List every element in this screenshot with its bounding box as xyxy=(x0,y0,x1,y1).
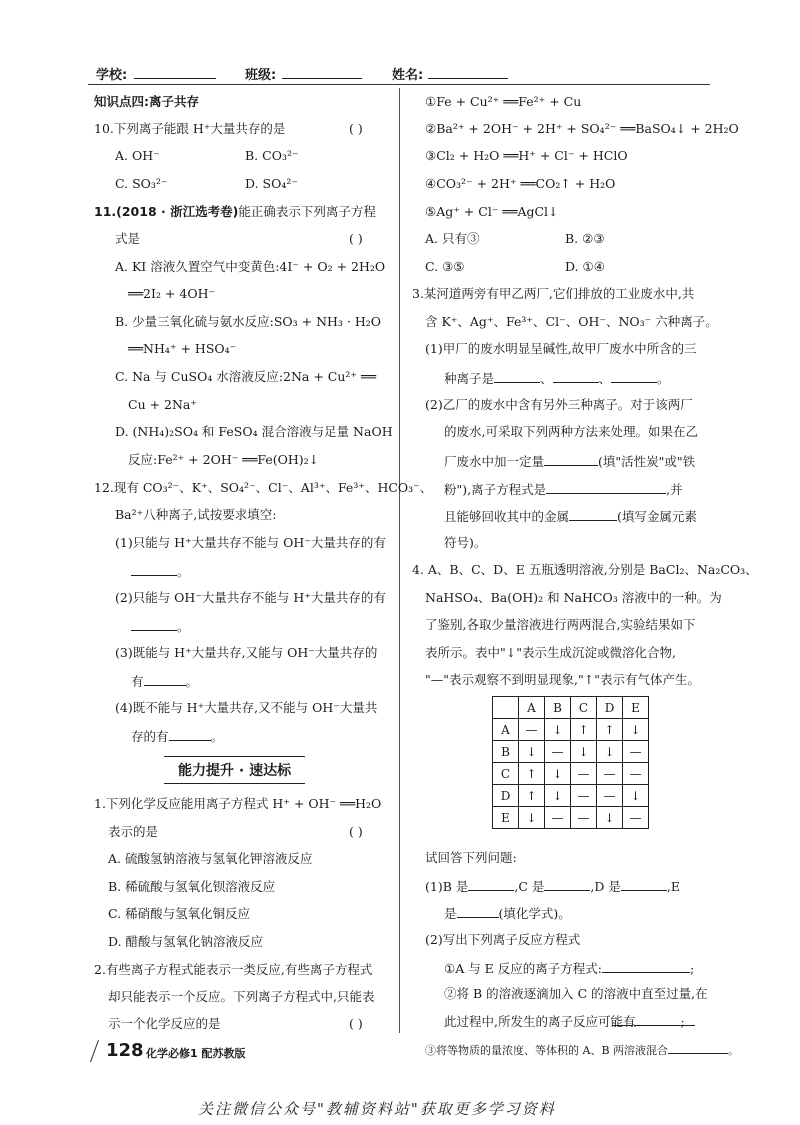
q11-option-a: A. KI 溶液久置空气中变黄色:4I⁻ + O₂ + 2H₂O xyxy=(115,259,386,274)
table-cell: — xyxy=(623,763,649,785)
n4-part2-q2: ②将 B 的溶液逐滴加入 C 的溶液中直至过量,在 xyxy=(444,986,708,1001)
q11-option-b: B. 少量三氧化硫与氨水反应:SO₃ + NH₃ · H₂O xyxy=(115,314,382,329)
n4-bc-blank-2[interactable] xyxy=(612,1012,632,1026)
n3-part2-line5 xyxy=(444,507,697,525)
n4-part2-q3 xyxy=(425,1040,739,1059)
n4-part2-q1 xyxy=(444,959,694,977)
q12-part3-end: 。 xyxy=(185,674,199,689)
n3-part2: (2)乙厂的废水中含有另外三种离子。对于该两厂 xyxy=(425,397,693,412)
n3-part2-line3 xyxy=(444,452,695,470)
table-cell: — xyxy=(571,807,597,829)
section-title: 知识点四:离子共存 xyxy=(94,94,199,109)
q12-stem: 12.现有 CO₃²⁻、K⁺、SO₄²⁻、Cl⁻、Al³⁺、Fe³⁺、HCO₃⁻、 xyxy=(94,480,433,495)
promo-note: 关注微信公众号"教辅资料站"获取更多学习资料 xyxy=(198,1100,556,1118)
n3-ion-blank-2[interactable] xyxy=(553,369,599,383)
n1-option-c: C. 稀硝酸与氢氧化铜反应 xyxy=(108,906,251,921)
table-header-cell xyxy=(493,697,519,719)
table-row-label: B xyxy=(493,741,519,763)
q11-source: 11.(2018 · 浙江选考卷) xyxy=(94,204,239,219)
table-row-label: D xyxy=(493,785,519,807)
table-cell: — xyxy=(519,719,545,741)
n2-option-c: C. ③⑤ xyxy=(425,259,465,274)
table-cell: ↓ xyxy=(623,785,649,807)
n3-stem: 3.某河道两旁有甲乙两厂,它们排放的工业废水中,共 xyxy=(412,286,695,301)
n4-c-label: ,C 是 xyxy=(514,879,545,894)
q12-part4-answer xyxy=(131,727,223,745)
n4-e-blank[interactable] xyxy=(457,904,499,918)
table-cell: ↑ xyxy=(571,719,597,741)
q12-part2-end: 。 xyxy=(177,619,190,634)
table-header-cell: A xyxy=(519,697,545,719)
n4-d-blank[interactable] xyxy=(621,877,667,891)
n2-equation-3: ③Cl₂ + H₂O ══H⁺ + Cl⁻ + HClO xyxy=(425,148,628,163)
n4-part2: (2)写出下列离子反应方程式 xyxy=(425,932,581,947)
table-header-row xyxy=(493,697,649,719)
n4-ae-prefix: ①A 与 E 反应的离子方程式: xyxy=(444,961,602,976)
n4-b-label: (1)B 是 xyxy=(425,879,469,894)
table-cell: ↓ xyxy=(545,763,571,785)
n4-stem-line2: NaHSO₄、Ba(OH)₂ 和 NaHCO₃ 溶液中的一种。为 xyxy=(425,590,722,605)
n4-ae-end: ; xyxy=(690,961,695,976)
n4-ab-end: 。 xyxy=(728,1044,740,1057)
table-cell: — xyxy=(545,807,571,829)
table-cell: — xyxy=(545,741,571,763)
table-row xyxy=(493,719,649,741)
table-header-cell: E xyxy=(623,697,649,719)
table-cell: ↓ xyxy=(597,807,623,829)
table-row xyxy=(493,785,649,807)
name-label: 姓名: xyxy=(392,68,424,83)
n3-part2-line6: 符号)。 xyxy=(444,535,487,550)
q11-stem xyxy=(94,204,376,220)
n4-e-label: ,E xyxy=(666,879,680,894)
class-field[interactable] xyxy=(282,62,362,79)
class-label: 班级: xyxy=(245,68,277,83)
n4-d-label: ,D 是 xyxy=(590,879,621,894)
q12-part3-blank[interactable] xyxy=(144,672,186,686)
q12-part2: (2)只能与 OH⁻大量共存不能与 H⁺大量共存的有 xyxy=(115,590,386,605)
n4-e-prefix: 是 xyxy=(444,906,457,921)
n4-stem-line4: 表所示。表中"↓"表示生成沉淀或微溶化合物, xyxy=(425,645,676,660)
table-cell: ↓ xyxy=(519,807,545,829)
q12-part1: (1)只能与 H⁺大量共存不能与 OH⁻大量共存的有 xyxy=(115,535,386,550)
n3-ion-blank-1[interactable] xyxy=(494,369,540,383)
n4-bc-sep: 、 xyxy=(632,1014,645,1029)
table-cell: ↓ xyxy=(623,719,649,741)
n2-equation-2: ②Ba²⁺ + 2OH⁻ + 2H⁺ + SO₄²⁻ ══BaSO₄↓ + 2H₂O xyxy=(425,121,739,136)
section-banner: 能力提升 · 速达标 xyxy=(164,756,305,784)
n2-equation-5: ⑤Ag⁺ + Cl⁻ ══AgCl↓ xyxy=(425,204,559,219)
n4-part2-q2-line3 xyxy=(612,1012,685,1030)
table-cell: ↑ xyxy=(597,719,623,741)
n1-answer-paren[interactable]: ( ) xyxy=(349,824,363,839)
n3-stem-line2: 含 K⁺、Ag⁺、Fe³⁺、Cl⁻、OH⁻、NO₃⁻ 六种离子。 xyxy=(425,314,718,329)
q12-part3-prefix: 有 xyxy=(131,674,144,689)
n2-answer-paren[interactable]: ( ) xyxy=(349,1016,363,1031)
n3-end: 。 xyxy=(657,371,670,386)
n3-part2-line2: 的废水,可采取下列两种方法来处理。如果在乙 xyxy=(444,424,698,439)
q11-answer-paren[interactable]: ( ) xyxy=(349,231,363,246)
n2-option-d: D. ①④ xyxy=(565,259,605,274)
column-divider xyxy=(399,88,400,1033)
header-rule xyxy=(88,84,710,85)
n1-option-d: D. 醋酸与氢氧化钠溶液反应 xyxy=(108,934,264,949)
n4-ab-prefix: ③将等物质的量浓度、等体积的 A、B 两溶液混 xyxy=(425,1044,658,1057)
name-field[interactable] xyxy=(428,62,508,79)
q10-option-b: B. CO₃²⁻ xyxy=(245,148,299,163)
q12-part4-end: 。 xyxy=(210,729,224,744)
n4-ae-blank[interactable] xyxy=(602,959,690,973)
q11-stem-rest: 能正确表示下列离子方程 xyxy=(238,204,376,219)
n3-sep-1: 、 xyxy=(540,371,553,386)
q12-part4: (4)既不能与 H⁺大量共存,又不能与 OH⁻大量共 xyxy=(115,700,378,715)
q12-part2-answer xyxy=(131,617,190,635)
n1-option-a: A. 硫酸氢钠溶液与氢氧化钾溶液反应 xyxy=(108,851,313,866)
table-row xyxy=(493,807,649,829)
n2-stem-line2: 却只能表示一个反应。下列离子方程式中,只能表 xyxy=(108,989,375,1004)
table-header-cell: D xyxy=(597,697,623,719)
n3-part1-answer xyxy=(444,369,670,387)
q12-part4-prefix: 存的有 xyxy=(131,729,169,744)
q11-option-d: D. (NH₄)₂SO₄ 和 FeSO₄ 混合溶液与足量 NaOH xyxy=(115,424,393,439)
n2-option-a: A. 只有③ xyxy=(425,231,480,246)
q11-option-d-cont: 反应:Fe²⁺ + 2OH⁻ ══Fe(OH)₂↓ xyxy=(128,452,320,467)
n2-equation-1: ①Fe + Cu²⁺ ══Fe²⁺ + Cu xyxy=(425,94,582,109)
n4-stem-line5: "—"表示观察不到明显现象,"↑"表示有气体产生。 xyxy=(425,672,700,687)
n4-formula-hint: (填化学式)。 xyxy=(498,906,571,921)
n4-bc-blank-3[interactable] xyxy=(645,1012,681,1026)
q12-part1-end: 。 xyxy=(177,564,190,579)
table-cell: — xyxy=(571,763,597,785)
n3-additive-blank[interactable] xyxy=(544,452,598,466)
n4-part1-line2 xyxy=(444,904,571,922)
n4-stem-line3: 了鉴别,各取少量溶液进行两两混合,实验结果如下 xyxy=(425,617,696,632)
n4-c-blank[interactable] xyxy=(544,877,590,891)
table-cell: ↓ xyxy=(519,741,545,763)
table-cell: — xyxy=(623,807,649,829)
school-label: 学校: xyxy=(96,68,128,83)
n4-part1 xyxy=(425,877,680,895)
table-cell: ↑ xyxy=(519,785,545,807)
n4-ab-blank[interactable] xyxy=(668,1040,728,1054)
n3-part1-prefix: 种离子是 xyxy=(444,371,495,386)
n3-additive-prefix: 厂废水中加一定量 xyxy=(444,454,545,469)
n1-stem-line2: 表示的是 xyxy=(108,824,159,839)
n3-sep-2: 、 xyxy=(598,371,612,386)
table-row-label: E xyxy=(493,807,519,829)
n4-stem: 4. A、B、C、D、E 五瓶透明溶液,分别是 BaCl₂、Na₂CO₃、 xyxy=(412,562,758,577)
n3-additive-hint: (填"活性炭"或"铁 xyxy=(598,454,696,469)
n2-stem: 2.有些离子方程式能表示一类反应,有些离子方程式 xyxy=(94,962,373,977)
n3-part1: (1)甲厂的废水明显呈碱性,故甲厂废水中所含的三 xyxy=(425,341,697,356)
q12-part1-blank[interactable] xyxy=(131,562,177,576)
table-row-label: C xyxy=(493,763,519,785)
table-cell: — xyxy=(597,785,623,807)
q12-part4-blank[interactable] xyxy=(169,727,211,741)
table-row xyxy=(493,763,649,785)
q10-option-c: C. SO₃²⁻ xyxy=(115,176,168,191)
q12-stem-line2: Ba²⁺八种离子,试按要求填空: xyxy=(115,507,277,522)
n2-option-b: B. ②③ xyxy=(565,231,605,246)
q11-option-c-cont: Cu + 2Na⁺ xyxy=(128,397,197,412)
q10-stem: 10.下列离子能跟 H⁺大量共存的是 xyxy=(94,121,286,136)
n4-result-table xyxy=(492,696,649,829)
q11-stem-line2: 式是 xyxy=(115,231,141,246)
n3-part2-line4 xyxy=(444,480,683,498)
n4-bc-end: ; xyxy=(680,1014,685,1029)
table-row xyxy=(493,741,649,763)
n4-ab-mid: 合 xyxy=(657,1044,669,1057)
table-cell: — xyxy=(623,741,649,763)
n1-option-b: B. 稀硫酸与氢氧化钡溶液反应 xyxy=(108,879,276,894)
table-cell: — xyxy=(571,785,597,807)
n3-ion-blank-3[interactable] xyxy=(611,369,657,383)
table-cell: ↓ xyxy=(597,741,623,763)
n1-stem: 1.下列化学反应能用离子方程式 H⁺ + OH⁻ ══H₂O xyxy=(94,796,382,811)
q12-part3-answer xyxy=(131,672,198,690)
table-row-label: A xyxy=(493,719,519,741)
q10-answer-paren[interactable]: ( ) xyxy=(349,121,363,136)
table-header-cell: C xyxy=(571,697,597,719)
school-field[interactable] xyxy=(134,62,216,79)
n2-stem-line3: 示一个化学反应的是 xyxy=(108,1016,221,1031)
table-cell: ↓ xyxy=(571,741,597,763)
q10-option-d: D. SO₄²⁻ xyxy=(245,176,298,191)
q11-option-a-cont: ══2I₂ + 4OH⁻ xyxy=(128,286,216,301)
n3-metal-prefix: 且能够回收其中的金属 xyxy=(444,509,570,524)
n4-bc-prefix: 此过程中,所发生的离子反应可能有 xyxy=(444,1014,636,1029)
page-number: 128 xyxy=(106,1040,144,1061)
n3-metal-blank[interactable] xyxy=(569,507,617,521)
q12-part2-blank[interactable] xyxy=(131,617,177,631)
q11-option-b-cont: ══NH₄⁺ + HSO₄⁻ xyxy=(128,341,237,356)
table-header-cell: B xyxy=(545,697,571,719)
n4-ask: 试回答下列问题: xyxy=(425,850,517,865)
n3-equation-prefix: 粉"),离子方程式是 xyxy=(444,482,547,497)
q11-option-c: C. Na 与 CuSO₄ 水溶液反应:2Na + Cu²⁺ ══ xyxy=(115,369,377,384)
n4-b-blank[interactable] xyxy=(468,877,514,891)
q12-part1-answer xyxy=(131,562,190,580)
n3-metal-hint: (填写金属元素 xyxy=(617,509,697,524)
book-label: 化学必修1 配苏教版 xyxy=(146,1047,246,1060)
q12-part3: (3)既能与 H⁺大量共存,又能与 OH⁻大量共存的 xyxy=(115,645,378,660)
table-cell: ↓ xyxy=(545,719,571,741)
q10-option-a: A. OH⁻ xyxy=(115,148,160,163)
n2-equation-4: ④CO₃²⁻ + 2H⁺ ══CO₂↑ + H₂O xyxy=(425,176,616,191)
table-cell: ↓ xyxy=(545,785,571,807)
n3-equation-end: ,并 xyxy=(666,482,683,497)
table-cell: ↑ xyxy=(519,763,545,785)
n3-equation-blank[interactable] xyxy=(546,480,666,494)
table-cell: — xyxy=(597,763,623,785)
